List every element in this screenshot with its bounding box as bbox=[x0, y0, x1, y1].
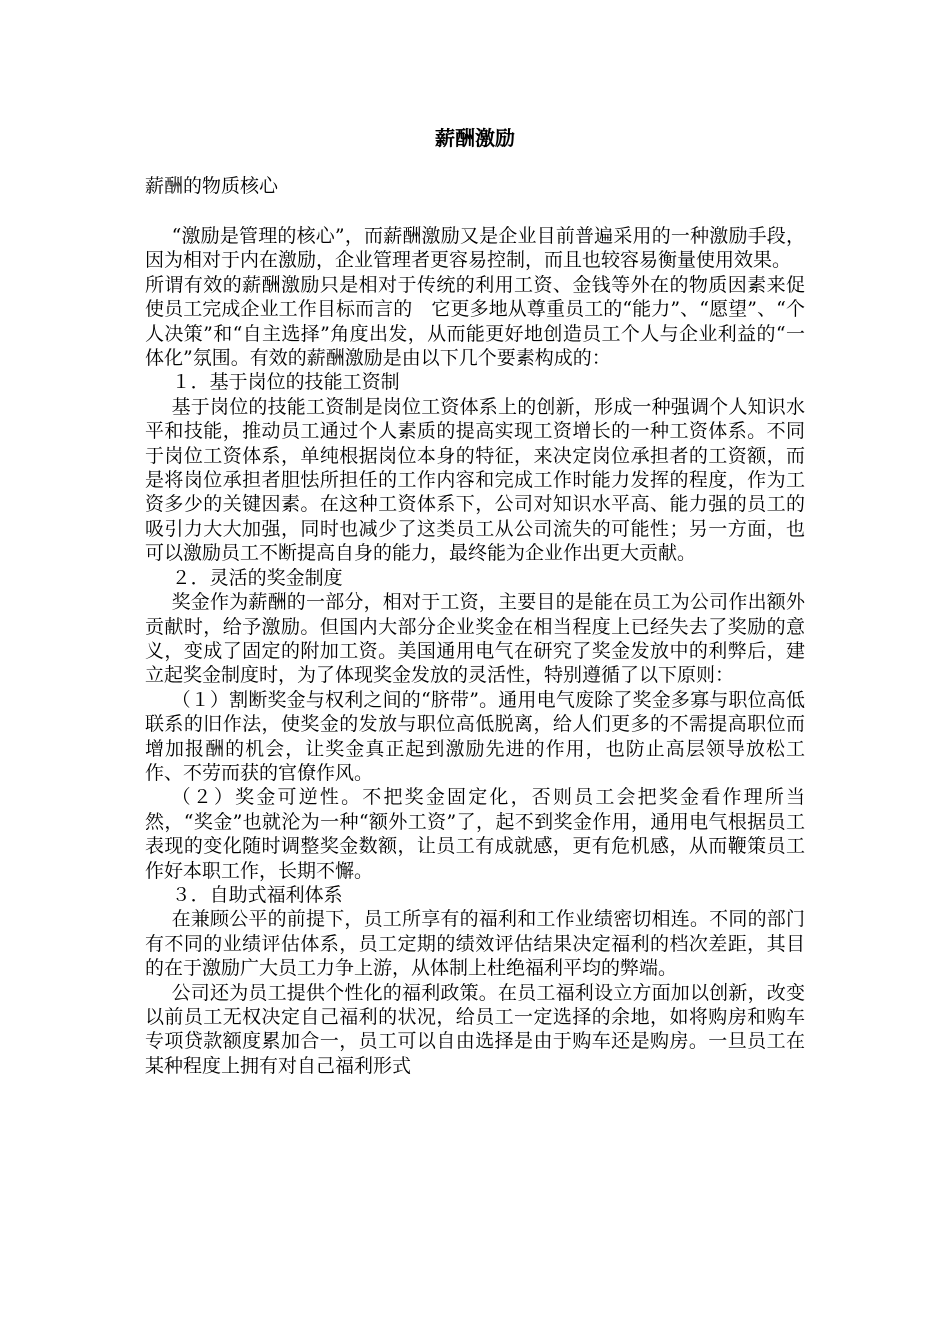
paragraph: 基于岗位的技能工资制是岗位工资体系上的创新，形成一种强调个人知识水平和技能，推动员工通过个人素质的提高实现工资增长的一种工资体系。不同于岗位工资体系，单纯根据岗位本身的特征，来决定岗位承担者的工资额，而是将岗位承担者胆怯所担任的工作内容和完成工作时能力发挥的程度，作为工资多少的关键因素。在这种工资体系下，公司对知识水平高、能力强的员工的吸引力大大加强，同时也减少了这类员工从公司流失的可能性；另一方面，也可以激励员工不断提高自身的能力，最终能为企业作出更大贡献。 bbox=[145, 395, 805, 565]
paragraph: “激励是管理的核心”，而薪酬激励又是企业目前普遍采用的一种激励手段，因为相对于内在激励，企业管理者更容易控制，而且也较容易衡量使用效果。 bbox=[145, 225, 805, 272]
paragraph: 在兼顾公平的前提下，员工所享有的福利和工作业绩密切相连。不同的部门有不同的业绩评估体系，员工定期的绩效评估结果决定福利的档次差距，其目的在于激励广大员工力争上游，从体制上杜绝福利平均的弊端。 bbox=[145, 908, 805, 980]
paragraph: 公司还为员工提供个性化的福利政策。在员工福利设立方面加以创新，改变以前员工无权决定自己福利的状况，给员工一定选择的余地，如将购房和购车专项贷款额度累加合一，员工可以自由选择是由于购车还是购房。一旦员工在某种程度上拥有对自己福利形式 bbox=[145, 981, 805, 1077]
paragraph: （１）割断奖金与权利之间的“脐带”。通用电气废除了奖金多寡与职位高低联系的旧作法，使奖金的发放与职位高低脱离，给人们更多的不需提高职位而增加报酬的机会，让奖金真正起到激励先进的作用，也防止高层领导放松工作、不劳而获的官僚作风。 bbox=[145, 688, 805, 784]
paragraph: （２）奖金可逆性。不把奖金固定化，否则员工会把奖金看作理所当然，“奖金”也就沦为一种“额外工资”了，起不到奖金作用，通用电气根据员工表现的变化随时调整奖金数额，让员工有成就感，更有危机感，从而鞭策员工作好本职工作，长期不懈。 bbox=[145, 786, 805, 882]
paragraph: 奖金作为薪酬的一部分，相对于工资，主要目的是能在员工为公司作出额外贡献时，给予激励。但国内大部分企业奖金在相当程度上已经失去了奖励的意义，变成了固定的附加工资。美国通用电气在研究了奖金发放中的利弊后，建立起奖金制度时，为了体现奖金发放的灵活性，特别遵循了以下原则： bbox=[145, 591, 805, 687]
document-body bbox=[145, 224, 805, 1078]
section-subtitle: 薪酬的物质核心 bbox=[145, 175, 279, 197]
document-title: 薪酬激励 bbox=[435, 126, 515, 150]
paragraph: ３．自助式福利体系 bbox=[171, 883, 343, 906]
paragraph: 所谓有效的薪酬激励只是相对于传统的利用工资、金钱等外在的物质因素来促使员工完成企业工作目标而言的 它更多地从尊重员工的“能力”、“愿望”、“个人决策”和“自主选择”角度出发，从而能更好地创造员工个人与企业利益的“一体化”氛围。有效的薪酬激励是由以下几个要素构成的： bbox=[145, 273, 805, 370]
paragraph: １．基于岗位的技能工资制 bbox=[171, 371, 400, 394]
paragraph: ２．灵活的奖金制度 bbox=[171, 566, 343, 589]
